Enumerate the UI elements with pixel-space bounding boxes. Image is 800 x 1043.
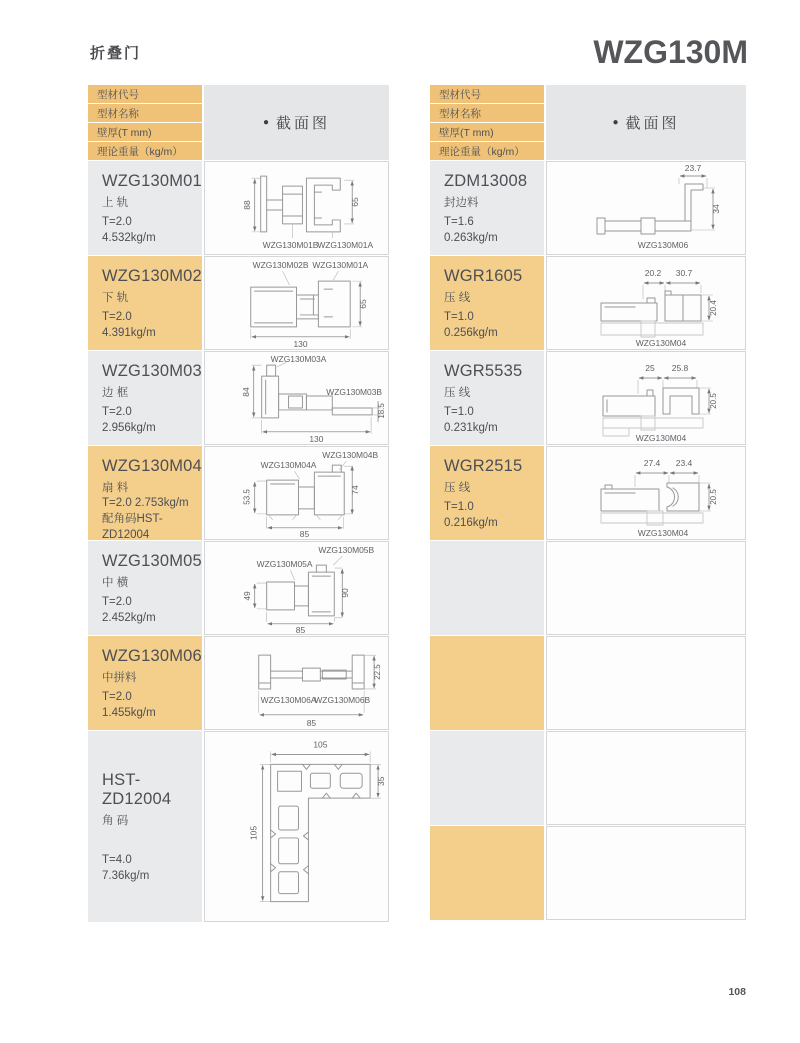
table-header-labels — [88, 85, 202, 160]
profile-outline — [261, 176, 341, 232]
profile-outline — [601, 291, 701, 321]
profile-code: WZG130M03 — [102, 362, 202, 380]
profile-name: 压 线 — [444, 387, 471, 399]
dim-label: 65 — [358, 299, 369, 309]
profile-outline — [271, 764, 370, 901]
header-cell-weight: 理论重量（kg/m） — [430, 142, 544, 160]
profile-weight: 0.216kg/m — [444, 517, 498, 529]
profile-name: 封边料 — [444, 197, 479, 209]
profile-code: WZG130M05 — [102, 552, 202, 570]
profile-diagram — [205, 637, 388, 729]
table-row — [430, 351, 746, 445]
dim-label: 20.2 — [644, 268, 662, 278]
profile-info-cell — [430, 731, 544, 825]
profile-diagram — [205, 447, 388, 539]
profile-weight: 1.455kg/m — [102, 707, 156, 719]
profile-thickness: T=1.6 — [444, 216, 474, 228]
profile-code: WZG130M04 — [102, 457, 202, 475]
profile-info-cell — [430, 541, 544, 635]
page-number: 108 — [728, 986, 746, 998]
profile-info-cell — [430, 636, 544, 730]
profile-info-cell — [430, 161, 544, 255]
dim-label: 130 — [309, 433, 324, 444]
dim-label: 20.5 — [709, 393, 718, 409]
header-cell-name: 型材名称 — [88, 104, 202, 123]
diagram-cell — [204, 161, 389, 255]
table-row — [88, 351, 389, 445]
profile-code: WZG130M06 — [102, 647, 202, 665]
header-cell-name: 型材名称 — [430, 104, 544, 123]
header-cell-thickness: 壁厚(T mm) — [430, 123, 544, 142]
dim-label: 85 — [295, 624, 306, 634]
profile-table-left — [88, 85, 389, 922]
ref-label: WZG130M05A — [256, 559, 313, 570]
diagram-cell — [546, 541, 746, 635]
profile-thickness: T=1.0 — [444, 406, 474, 418]
profile-name: 下 轨 — [102, 292, 129, 304]
diagram-cell — [204, 636, 389, 730]
profile-outline — [259, 655, 364, 689]
mating-profile-phantom — [601, 511, 703, 525]
mating-profile-phantom — [601, 321, 703, 337]
dim-label: 49 — [241, 591, 252, 601]
ref-label: WZG130M06A — [260, 694, 317, 705]
profile-thickness: T=2.0 — [102, 216, 132, 228]
dim-label: 23.4 — [675, 458, 693, 468]
ref-label: WZG130M03A — [270, 354, 327, 365]
profile-name: 角 码 — [102, 815, 129, 827]
profile-outline — [251, 281, 350, 327]
profile-diagram — [547, 162, 745, 254]
profile-weight: 0.231kg/m — [444, 422, 498, 434]
profile-outline — [267, 465, 345, 520]
profile-diagram — [547, 352, 745, 444]
diagram-cell — [204, 446, 389, 540]
table-row — [430, 161, 746, 255]
section-diagram-header — [546, 85, 746, 160]
dim-label: 84 — [240, 387, 251, 397]
profile-outline — [267, 565, 335, 616]
profile-weight: 2.452kg/m — [102, 612, 156, 624]
diagram-cell — [546, 731, 746, 825]
profile-outline — [603, 388, 699, 416]
profile-name: 中 横 — [102, 577, 129, 589]
table-row — [88, 256, 389, 350]
profile-thickness: T=2.0 — [102, 691, 132, 703]
profile-table-right — [430, 85, 746, 920]
header-cell-code: 型材代号 — [430, 85, 544, 104]
table-row — [430, 446, 746, 540]
profile-weight: 0.263kg/m — [444, 232, 498, 244]
dim-label: 35 — [376, 776, 387, 786]
table-row — [88, 541, 389, 635]
profile-thickness: T=2.0 — [102, 311, 132, 323]
profile-thickness: T=1.0 — [444, 501, 474, 513]
ref-label: WZG130M03B — [326, 387, 383, 398]
profile-weight: 配角码HST-ZD12004 — [102, 513, 163, 541]
dim-label: 130 — [293, 338, 308, 349]
table-header — [88, 85, 389, 160]
dim-label: 25 — [645, 363, 655, 373]
diagram-cell — [546, 826, 746, 920]
profile-outline — [601, 483, 699, 511]
diagram-cell — [204, 731, 389, 922]
dim-label: 65 — [350, 197, 361, 207]
profile-code: WGR5535 — [444, 362, 523, 380]
table-row — [88, 636, 389, 730]
header-cell-weight: 理论重量（kg/m） — [88, 142, 202, 160]
dim-label: 18.5 — [377, 403, 387, 419]
profile-diagram — [205, 542, 388, 634]
profile-thickness: T=2.0 — [102, 596, 132, 608]
diagram-cell — [546, 256, 746, 350]
dim-label: 23.7 — [684, 163, 702, 173]
ref-label: WZG130M04 — [635, 433, 687, 443]
dim-label: 90 — [340, 588, 351, 598]
page-title-model: WZG130M — [593, 34, 748, 70]
ref-label: WZG130M02B — [252, 260, 309, 271]
profile-info-cell — [430, 446, 544, 540]
table-header — [430, 85, 746, 160]
profile-name: 压 线 — [444, 292, 471, 304]
profile-diagram — [205, 257, 388, 349]
dim-label: 20.4 — [709, 300, 718, 316]
profile-info-cell — [88, 446, 202, 540]
profile-code: ZDM13008 — [444, 172, 528, 190]
profile-code: WGR2515 — [444, 457, 523, 475]
dim-label: 105 — [248, 825, 259, 841]
header-cell-thickness: 壁厚(T mm) — [88, 123, 202, 142]
profile-code: WZG130M02 — [102, 267, 202, 285]
diagram-cell — [546, 351, 746, 445]
table-row-empty — [430, 731, 746, 825]
profile-info-cell — [88, 161, 202, 255]
dim-label: 22.5 — [373, 664, 383, 680]
profile-diagram — [205, 162, 388, 254]
ref-label: WZG130M04B — [322, 450, 379, 461]
diagram-cell — [204, 256, 389, 350]
diagram-cell — [546, 636, 746, 730]
profile-info-cell — [430, 826, 544, 920]
profile-name: 压 线 — [444, 482, 471, 494]
profile-weight: 4.532kg/m — [102, 232, 156, 244]
table-row-empty — [430, 541, 746, 635]
table-header-labels — [430, 85, 544, 160]
dim-label: 34 — [711, 204, 721, 214]
dim-label: 74 — [350, 485, 361, 495]
profile-outline — [597, 184, 703, 234]
diagram-cell — [546, 446, 746, 540]
bullet-icon: ● — [612, 117, 619, 128]
profile-info-cell — [88, 731, 202, 922]
profile-diagram — [547, 257, 745, 349]
profile-diagram — [205, 732, 388, 921]
profile-info-cell — [88, 351, 202, 445]
section-diagram-header — [204, 85, 389, 160]
profile-diagram — [547, 447, 745, 539]
diagram-cell — [204, 351, 389, 445]
bullet-icon: ● — [262, 117, 270, 128]
profile-weight: 4.391kg/m — [102, 327, 156, 339]
profile-thickness: T=2.0 2.753kg/m — [102, 497, 189, 509]
profile-thickness: T=2.0 — [102, 406, 132, 418]
profile-code: WGR1605 — [444, 267, 523, 285]
dim-label: 105 — [313, 739, 328, 750]
diagram-cell — [204, 541, 389, 635]
ref-label: WZG130M04 — [635, 338, 687, 348]
dim-label: 25.8 — [671, 363, 689, 373]
ref-label: WZG130M04 — [637, 528, 689, 538]
ref-label: WZG130M06B — [314, 694, 371, 705]
header-cell-code: 型材代号 — [88, 85, 202, 104]
dim-label: 27.4 — [643, 458, 661, 468]
dim-label: 85 — [306, 717, 317, 728]
dim-label: 53.5 — [242, 489, 252, 505]
profile-code: HST-ZD12004 — [102, 771, 172, 808]
profile-name: 上 轨 — [102, 197, 129, 209]
diagram-cell — [546, 161, 746, 255]
profile-thickness: T=4.0 — [102, 854, 132, 866]
table-row — [88, 161, 389, 255]
table-row-empty — [430, 636, 746, 730]
section-diagram-label: 截面图 — [276, 115, 331, 132]
table-row — [88, 731, 389, 922]
ref-label: WZG130M04A — [260, 460, 317, 471]
dim-label: 20.5 — [709, 489, 718, 505]
profile-weight: 7.36kg/m — [102, 870, 150, 882]
profile-info-cell — [88, 256, 202, 350]
profile-thickness: T=1.0 — [444, 311, 474, 323]
table-row — [430, 256, 746, 350]
dim-label: 85 — [299, 528, 310, 539]
profile-info-cell — [430, 351, 544, 445]
profile-code: WZG130M01 — [102, 172, 202, 190]
profile-weight: 0.256kg/m — [444, 327, 498, 339]
ref-label: WZG130M05B — [318, 545, 375, 556]
profile-info-cell — [430, 256, 544, 350]
profile-weight: 2.956kg/m — [102, 422, 156, 434]
ref-label: WZG130M06 — [637, 240, 689, 250]
profile-name: 扇 料 — [102, 482, 129, 494]
table-row-empty — [430, 826, 746, 920]
ref-label: WZG130M01A — [312, 260, 369, 271]
profile-name: 边 框 — [102, 387, 129, 399]
dim-label: 88 — [241, 200, 252, 210]
profile-info-cell — [88, 541, 202, 635]
section-diagram-label: 截面图 — [625, 115, 680, 132]
page-category: 折叠门 — [90, 45, 142, 62]
table-row — [88, 446, 389, 540]
profile-info-cell — [88, 636, 202, 730]
ref-label: WZG130M01A — [317, 239, 374, 250]
dim-label: 30.7 — [675, 268, 693, 278]
profile-diagram — [205, 352, 388, 444]
ref-label: WZG130M01B — [262, 239, 319, 250]
profile-name: 中拼料 — [102, 672, 137, 684]
